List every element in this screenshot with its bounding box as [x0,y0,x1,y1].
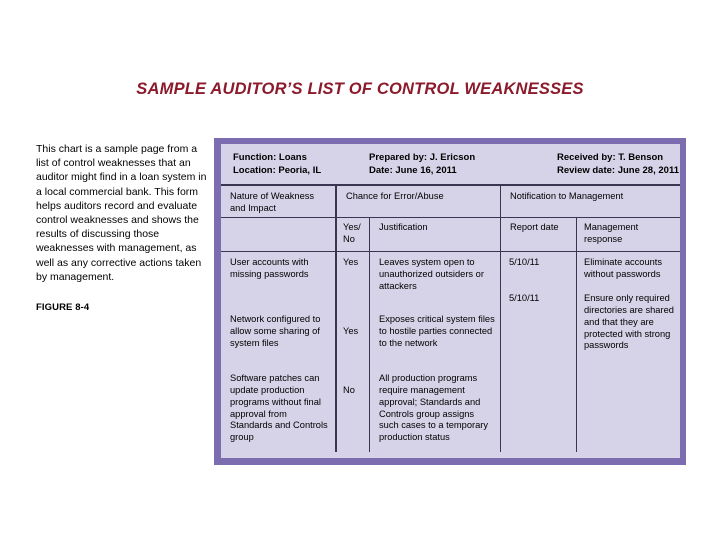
sub-header-blank [221,218,337,251]
cell-report-date-row-1: 5/10/11 [509,257,540,268]
left-description-column [36,142,208,313]
cell-management-response-row-1: Eliminate accounts without passwords [584,257,663,279]
sub-header-report-date: Report date [501,218,577,251]
form-meta-header [221,144,680,186]
table-body [221,252,680,452]
cell-nature-row-1: User accounts with missing passwords [230,257,309,279]
cell-management-response-row-2: Ensure only required directories are shared and that they are protected with strong passwords [584,293,674,351]
column-justification [370,252,501,452]
meta-prepared-by [369,152,557,177]
audit-form-table [221,144,680,458]
meta-received-by [557,152,677,177]
sub-header-justification: Justification [370,218,501,251]
figure-caption: FIGURE 8-4 [36,302,90,314]
cell-justification-row-1: Leaves system open to unauthorized outsiders or attackers [379,257,484,291]
column-header-nature-of-weakness: Nature of Weakness and Impact [221,186,337,217]
table-sub-header-row [221,218,680,252]
meta-function-label: Function: Loans [233,152,307,163]
column-report-date [501,252,577,452]
cell-report-date-row-3 [501,368,576,373]
meta-received-by-label: Received by: T. Benson [557,152,664,163]
cell-report-date-row-2: 5/10/11 [509,293,540,304]
cell-yes-no-row-3: No [343,385,355,396]
sub-header-yes-no: Yes/ No [337,218,370,251]
cell-management-response-row-3 [577,352,679,357]
audit-form-figure [214,138,686,465]
meta-function-location [221,152,369,177]
column-header-notification-to-management: Notification to Management [510,191,624,202]
cell-justification-row-2: Exposes critical system files to hostile parties connected to the network [379,314,495,348]
meta-prepared-by-label: Prepared by: J. Ericson [369,152,476,163]
page-title: SAMPLE AUDITOR’S LIST OF CONTROL WEAKNESSES [136,80,584,98]
cell-nature-row-3: Software patches can update production programs without final approval from Standards and Controls group [230,373,328,443]
column-nature-of-weakness [221,252,337,452]
cell-nature-row-2: Network configured to allow some sharing of system files [230,314,321,348]
column-header-chance-for-error: Chance for Error/Abuse [337,186,501,217]
table-group-header-row [221,186,680,218]
meta-prepared-date-label: Date: June 16, 2011 [369,164,457,176]
meta-review-date-label: Review date: June 28, 2011 [557,164,679,176]
sub-header-management-response: Management response [584,222,639,244]
column-management-response [577,252,679,452]
cell-yes-no-row-1: Yes [343,257,359,268]
cell-yes-no-row-2: Yes [343,326,359,337]
description-paragraph: This chart is a sample page from a list of control weaknesses that an auditor might find in a loan system in a local commercial bank. This form helps auditors record and evaluate control weaknesses and shows the results of discussing those weaknesses with management, as well as any corrective actions taken by management. [36,143,207,283]
cell-justification-row-3: All production programs require management approval; Standards and Controls group assigns such cases to a temporary production status [379,373,489,443]
meta-location-label: Location: Peoria, IL [233,164,322,176]
column-yes-no [337,252,370,452]
